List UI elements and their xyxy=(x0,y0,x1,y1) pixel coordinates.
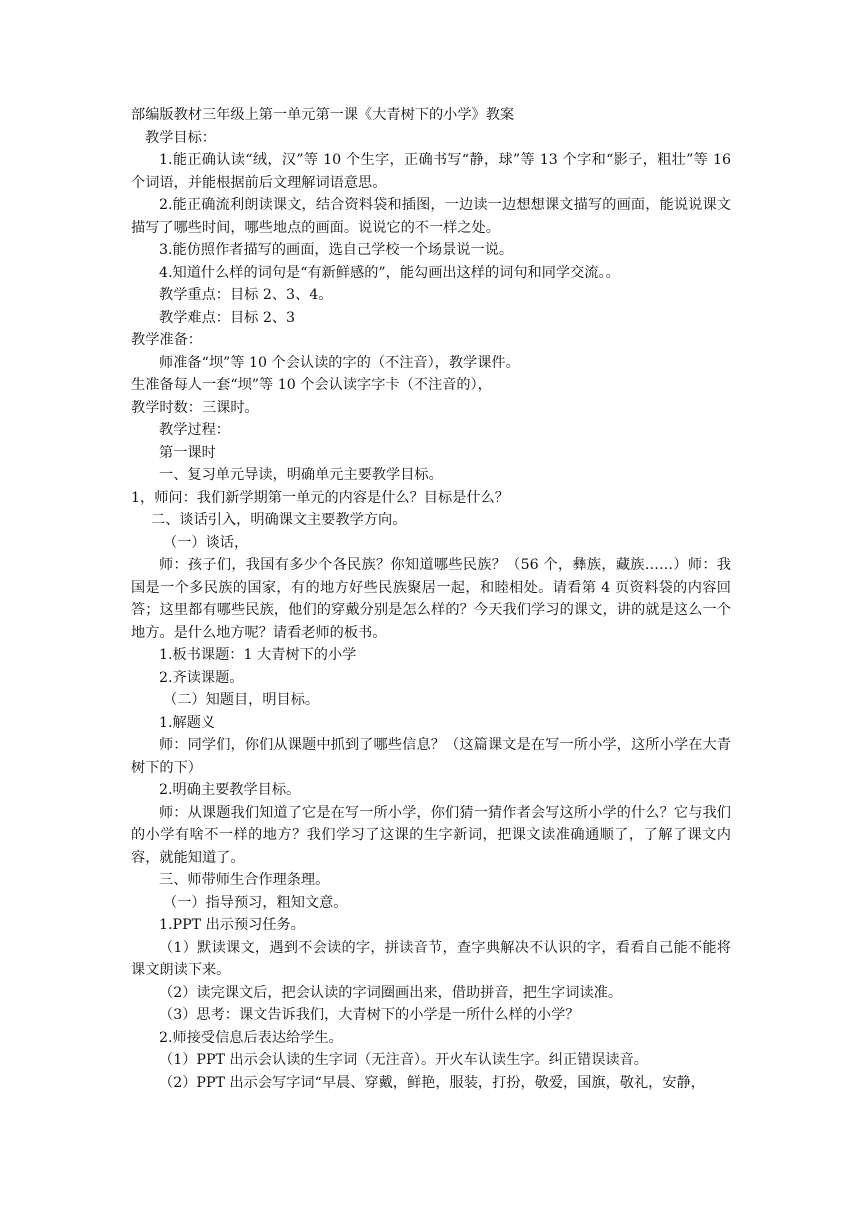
document-page xyxy=(131,104,731,1094)
paragraph: 2.师接受信息后表达给学生。 xyxy=(159,1029,343,1046)
paragraph: （2）PPT 出示会写字词“早晨、穿戴，鲜艳，服装，打扮，敬爱，国旗，敬礼，安静， xyxy=(159,1074,705,1091)
paragraph: 师：从课题我们知道了它是在写一所小学，你们猜一猜作者会写这所小学的什么？它与我们的小学有啥不一样的地方？我们学习了这课的生字新词，把课文读准确通顺了，了解了课文内容，就能知道了。 xyxy=(131,804,731,866)
section-heading: （一）指导预习，粗知文意。 xyxy=(163,894,348,911)
paragraph: 1.板书课题：1 大青树下的小学 xyxy=(159,647,357,663)
paragraph: 生准备每人一套“坝”等 10 个会认读字字卡（不注音的）， xyxy=(131,377,492,393)
paragraph: 师：孩子们，我国有多少个各民族？你知道哪些民族？（56 个，彝族，藏族……）师：我国是一个多民族的国家，有的地方好些民族聚居一起，和睦相处。请看第 4 页资料袋的内容回答；这里都有哪些民族，他们的穿戴分别是怎么样的？今天我们学习的课文，讲的就是这么一个地方。是什么地方呢？请看老师的板书。 xyxy=(131,557,731,641)
paragraph: 教学难点：目标 2、3 xyxy=(159,309,296,326)
paragraph: 4.知道什么样的词句是“有新鲜感的”，能勾画出这样的词句和同学交流。。 xyxy=(159,264,620,281)
section-heading: 三、师带师生合作理条理。 xyxy=(159,872,330,888)
paragraph: 2.能正确流利朗读课文，结合资料袋和插图，一边读一边想想课文描写的画面，能说说课文描写了哪些时间，哪些地点的画面。说说它的不一样之处。 xyxy=(131,197,731,236)
paragraph: 1.PPT 出示预习任务。 xyxy=(159,917,305,933)
paragraph: 1，师问：我们新学期第一单元的内容是什么？目标是什么？ xyxy=(131,489,509,506)
paragraph: 2.明确主要教学目标。 xyxy=(159,782,301,798)
section-heading: 第一课时 xyxy=(159,444,216,461)
section-heading: 一、复习单元导读，明确单元主要教学目标。 xyxy=(159,467,443,483)
paragraph: 教学重点：目标 2、3、4。 xyxy=(159,287,333,303)
section-heading: （一）谈话， xyxy=(163,534,249,551)
paragraph: 1.解题义 xyxy=(159,714,216,731)
paragraph: 3.能仿照作者描写的画面，选自己学校一个场景说一说。 xyxy=(159,242,514,258)
paragraph: 2.齐读课题。 xyxy=(159,669,244,686)
section-heading: 教学目标： xyxy=(145,129,216,146)
section-heading: 二、谈话引入，明确课文主要教学方向。 xyxy=(151,512,407,528)
section-heading: 教学准备： xyxy=(131,332,202,348)
paragraph: 师：同学们，你们从课题中抓到了哪些信息？（这篇课文是在写一所小学，这所小学在大青树下的下） xyxy=(131,737,731,776)
paragraph: 1.能正确认读“绒，汉”等 10 个生字，正确书写“静，球”等 13 个字和“影子，粗壮”等 16 个词语，并能根据前后文理解词语意思。 xyxy=(131,152,731,191)
paragraph: （3）思考：课文告诉我们，大青树下的小学是一所什么样的小学？ xyxy=(159,1007,580,1023)
paragraph: （1）默读课文，遇到不会读的字，拼读音节，查字典解决不认识的字，看看自己能不能将课文朗读下来。 xyxy=(131,939,731,978)
section-heading: （二）知题目，明目标。 xyxy=(163,692,320,708)
paragraph: （1）PPT 出示会认读的生字词（无注音）。开火车认读生字。纠正错误读音。 xyxy=(159,1052,648,1068)
paragraph: 师准备“坝”等 10 个会认读的字的（不注音），教学课件。 xyxy=(159,354,520,371)
document-title: 部编版教材三年级上第一单元第一课《大青树下的小学》教案 xyxy=(131,107,515,123)
section-heading: 教学过程： xyxy=(159,422,230,438)
paragraph: （2）读完课文后，把会认读的字词圈画出来，借助拼音，把生字词读准。 xyxy=(159,984,623,1001)
paragraph: 教学时数：三课时。 xyxy=(131,399,259,416)
